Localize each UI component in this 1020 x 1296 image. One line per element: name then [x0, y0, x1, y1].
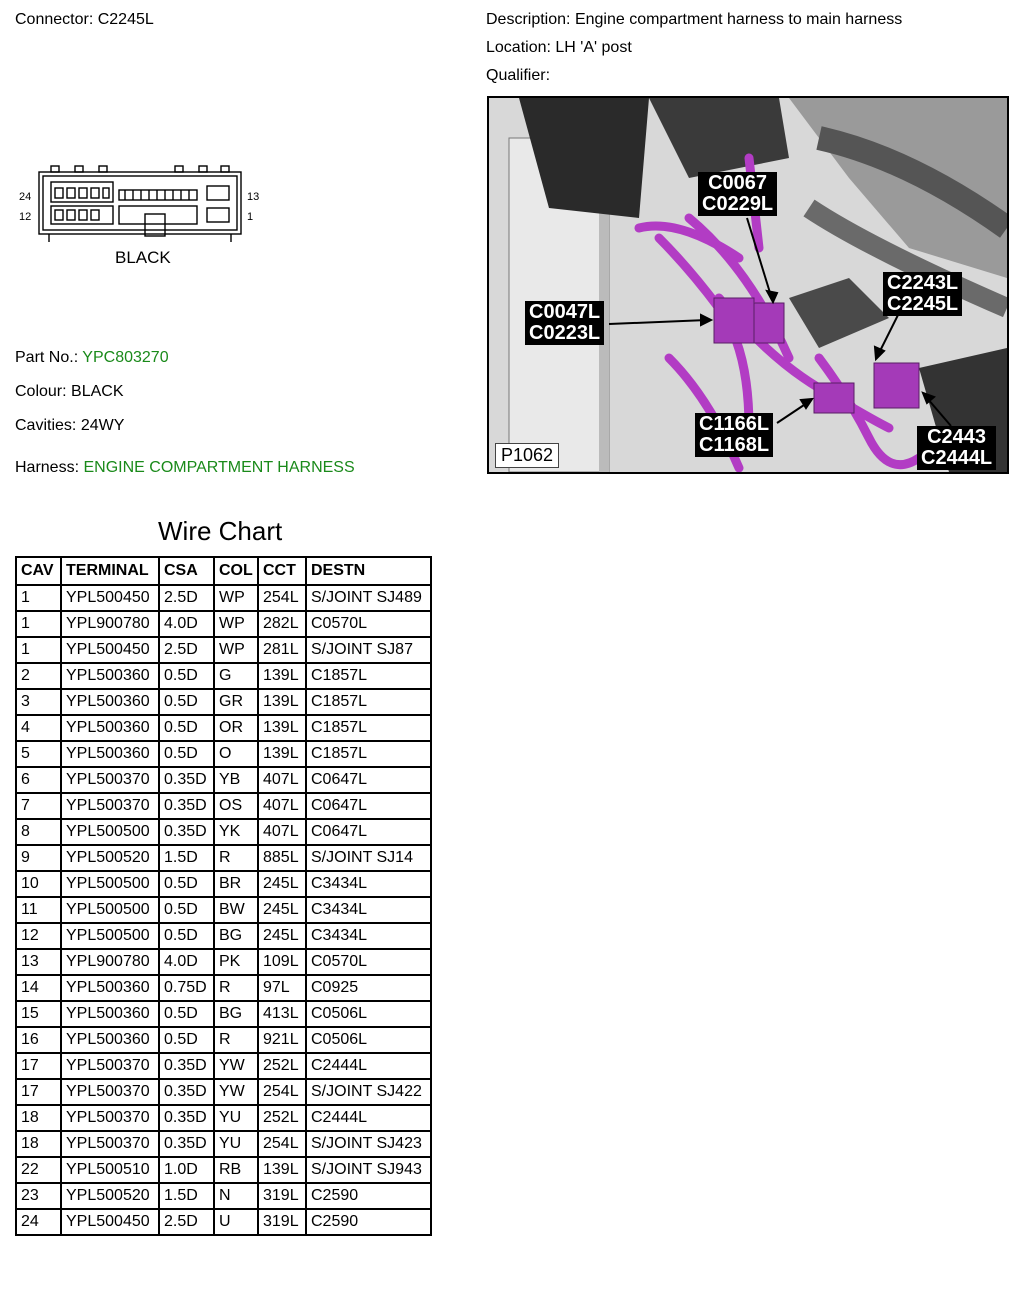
table-row: [16, 637, 431, 663]
table-row: [16, 949, 431, 975]
callout-c2443-line2: C2444L: [921, 447, 993, 469]
connector-label: Connector:: [15, 11, 94, 28]
cell-cav: 17: [16, 1053, 61, 1079]
cell-cav: 8: [16, 819, 61, 845]
cell-cav: 11: [16, 897, 61, 923]
callout-c0047l-line1: C0047L: [529, 301, 601, 323]
cell-cct: 245L: [258, 923, 306, 949]
cell-col: WP: [214, 637, 258, 663]
cell-col: GR: [214, 689, 258, 715]
cell-col: BR: [214, 871, 258, 897]
cell-col: R: [214, 1027, 258, 1053]
callout-c0067-line2: C0229L: [702, 193, 774, 215]
cell-csa: 0.35D: [159, 1079, 214, 1105]
cell-cav: 1: [16, 585, 61, 611]
wire-chart-body: [16, 585, 431, 1235]
cell-csa: 4.0D: [159, 949, 214, 975]
cell-csa: 0.5D: [159, 1027, 214, 1053]
callout-c0047l: [525, 301, 604, 345]
cell-csa: 0.35D: [159, 1053, 214, 1079]
table-row: [16, 1131, 431, 1157]
cell-terminal: YPL900780: [61, 949, 159, 975]
cell-cct: 319L: [258, 1183, 306, 1209]
table-row: [16, 793, 431, 819]
cell-csa: 0.5D: [159, 741, 214, 767]
cell-cct: 319L: [258, 1209, 306, 1235]
pin-label-1: 1: [247, 211, 254, 223]
description-line: [486, 11, 902, 29]
cell-terminal: YPL500500: [61, 897, 159, 923]
cell-csa: 0.35D: [159, 767, 214, 793]
pin-label-24: 24: [19, 191, 32, 203]
cell-csa: 2.5D: [159, 637, 214, 663]
cell-csa: 0.5D: [159, 663, 214, 689]
cell-col: YB: [214, 767, 258, 793]
cell-destn: C1857L: [306, 663, 431, 689]
cell-csa: 0.75D: [159, 975, 214, 1001]
cavities-value: 24WY: [80, 417, 125, 434]
cell-csa: 0.5D: [159, 897, 214, 923]
description-label: Description:: [486, 11, 571, 28]
table-row: [16, 767, 431, 793]
cell-col: RB: [214, 1157, 258, 1183]
cell-cct: 407L: [258, 793, 306, 819]
cell-cct: 407L: [258, 819, 306, 845]
cell-cct: 139L: [258, 715, 306, 741]
cell-csa: 0.5D: [159, 1001, 214, 1027]
cell-cct: 254L: [258, 1131, 306, 1157]
cell-cct: 97L: [258, 975, 306, 1001]
location-label: Location:: [486, 39, 551, 56]
cell-cav: 18: [16, 1105, 61, 1131]
cell-terminal: YPL500450: [61, 1209, 159, 1235]
table-row: [16, 845, 431, 871]
cell-terminal: YPL500360: [61, 663, 159, 689]
cell-cav: 2: [16, 663, 61, 689]
table-row: [16, 871, 431, 897]
callout-c0067: [698, 172, 777, 216]
pin-label-13: 13: [247, 191, 260, 203]
harness-link[interactable]: ENGINE COMPARTMENT HARNESS: [83, 459, 355, 476]
cell-cav: 12: [16, 923, 61, 949]
cell-destn: C0925: [306, 975, 431, 1001]
cell-terminal: YPL500360: [61, 975, 159, 1001]
cell-cav: 6: [16, 767, 61, 793]
callout-c2243l-line2: C2245L: [887, 293, 959, 315]
cell-terminal: YPL500360: [61, 1001, 159, 1027]
cell-col: U: [214, 1209, 258, 1235]
cell-col: R: [214, 975, 258, 1001]
cell-destn: C2444L: [306, 1053, 431, 1079]
diagram-colour-label: BLACK: [115, 248, 171, 267]
cell-cct: 885L: [258, 845, 306, 871]
cell-cct: 139L: [258, 663, 306, 689]
cell-cct: 413L: [258, 1001, 306, 1027]
table-row: [16, 611, 431, 637]
part-label: Part No.:: [15, 349, 79, 366]
cell-cct: 139L: [258, 689, 306, 715]
col-header-destn: DESTN: [306, 557, 431, 585]
cell-cct: 245L: [258, 897, 306, 923]
cell-terminal: YPL900780: [61, 611, 159, 637]
cell-col: PK: [214, 949, 258, 975]
callout-c2243l-line1: C2243L: [887, 272, 959, 294]
callout-c2443-line1: C2443: [927, 426, 987, 448]
cell-cav: 5: [16, 741, 61, 767]
cell-destn: S/JOINT SJ14: [306, 845, 431, 871]
col-header-csa: CSA: [159, 557, 214, 585]
cell-col: O: [214, 741, 258, 767]
cavities-label: Cavities:: [15, 417, 77, 434]
cell-terminal: YPL500450: [61, 637, 159, 663]
cell-cct: 245L: [258, 871, 306, 897]
table-row: [16, 897, 431, 923]
cell-cav: 1: [16, 611, 61, 637]
table-row: [16, 1027, 431, 1053]
cell-terminal: YPL500370: [61, 1131, 159, 1157]
cell-terminal: YPL500370: [61, 1053, 159, 1079]
table-row: [16, 1183, 431, 1209]
table-row: [16, 585, 431, 611]
cell-destn: C2590: [306, 1183, 431, 1209]
cell-terminal: YPL500370: [61, 1079, 159, 1105]
cell-destn: C0570L: [306, 949, 431, 975]
callout-c2243l: [883, 272, 962, 316]
cell-cav: 22: [16, 1157, 61, 1183]
callout-c1166l-line1: C1166L: [699, 413, 770, 435]
cell-col: OS: [214, 793, 258, 819]
callout-c0067-line1: C0067: [708, 172, 768, 194]
table-row: [16, 1105, 431, 1131]
cell-cav: 7: [16, 793, 61, 819]
cell-col: WP: [214, 585, 258, 611]
cell-cct: 281L: [258, 637, 306, 663]
cell-cct: 407L: [258, 767, 306, 793]
callout-c1166l-line2: C1168L: [699, 434, 770, 456]
cell-col: WP: [214, 611, 258, 637]
cell-csa: 0.35D: [159, 1105, 214, 1131]
cell-terminal: YPL500370: [61, 1105, 159, 1131]
cell-col: YU: [214, 1131, 258, 1157]
cell-csa: 2.5D: [159, 585, 214, 611]
cell-cav: 17: [16, 1079, 61, 1105]
cell-destn: C0647L: [306, 793, 431, 819]
callout-c1166l: [695, 413, 773, 457]
cell-col: YU: [214, 1105, 258, 1131]
table-row: [16, 1001, 431, 1027]
col-header-terminal: TERMINAL: [61, 557, 159, 585]
cell-csa: 2.5D: [159, 1209, 214, 1235]
table-row: [16, 663, 431, 689]
cell-csa: 0.5D: [159, 871, 214, 897]
cell-cav: 13: [16, 949, 61, 975]
table-row: [16, 715, 431, 741]
cell-terminal: YPL500510: [61, 1157, 159, 1183]
location-line: [486, 39, 632, 57]
cell-terminal: YPL500360: [61, 1027, 159, 1053]
harness-label: Harness:: [15, 459, 80, 476]
table-row: [16, 975, 431, 1001]
cell-destn: C0647L: [306, 819, 431, 845]
table-row: [16, 741, 431, 767]
cell-terminal: YPL500370: [61, 767, 159, 793]
colour-value: BLACK: [71, 383, 124, 400]
connector-face-diagram: [15, 160, 265, 270]
cell-destn: C2590: [306, 1209, 431, 1235]
cell-csa: 0.35D: [159, 793, 214, 819]
photo-reference: P1062: [495, 443, 559, 468]
cell-destn: S/JOINT SJ489: [306, 585, 431, 611]
cell-cct: 139L: [258, 1157, 306, 1183]
cell-cav: 1: [16, 637, 61, 663]
cell-destn: C0570L: [306, 611, 431, 637]
cell-cct: 254L: [258, 585, 306, 611]
cell-csa: 0.5D: [159, 715, 214, 741]
pin-label-12: 12: [19, 211, 32, 223]
cell-cav: 10: [16, 871, 61, 897]
cell-terminal: YPL500500: [61, 923, 159, 949]
cell-col: BG: [214, 1001, 258, 1027]
cell-cav: 3: [16, 689, 61, 715]
location-photo: [487, 96, 1009, 474]
cell-col: N: [214, 1183, 258, 1209]
cell-cav: 9: [16, 845, 61, 871]
cell-cav: 14: [16, 975, 61, 1001]
harness-line: [15, 459, 355, 477]
cell-destn: S/JOINT SJ87: [306, 637, 431, 663]
part-line: [15, 349, 169, 367]
col-header-cct: CCT: [258, 557, 306, 585]
cell-csa: 1.5D: [159, 845, 214, 871]
cell-csa: 0.35D: [159, 1131, 214, 1157]
cell-destn: C0506L: [306, 1001, 431, 1027]
table-row: [16, 689, 431, 715]
cell-col: BW: [214, 897, 258, 923]
cell-cct: 139L: [258, 741, 306, 767]
col-header-col: COL: [214, 557, 258, 585]
cell-col: R: [214, 845, 258, 871]
cell-cct: 282L: [258, 611, 306, 637]
wire-chart-header-row: [16, 557, 431, 585]
part-number[interactable]: YPC803270: [82, 349, 169, 366]
col-header-cav: CAV: [16, 557, 61, 585]
cell-col: YW: [214, 1079, 258, 1105]
cell-destn: C0647L: [306, 767, 431, 793]
cell-cct: 252L: [258, 1105, 306, 1131]
callout-c0047l-line2: C0223L: [529, 322, 601, 344]
cell-terminal: YPL500500: [61, 819, 159, 845]
description-value: Engine compartment harness to main harness: [574, 11, 903, 28]
cell-destn: S/JOINT SJ423: [306, 1131, 431, 1157]
cell-destn: C1857L: [306, 741, 431, 767]
table-row: [16, 1209, 431, 1235]
cavities-line: [15, 417, 124, 435]
cell-destn: C1857L: [306, 689, 431, 715]
qualifier-line: [486, 67, 550, 85]
cell-destn: C2444L: [306, 1105, 431, 1131]
cell-csa: 1.0D: [159, 1157, 214, 1183]
cell-terminal: YPL500360: [61, 689, 159, 715]
cell-csa: 4.0D: [159, 611, 214, 637]
cell-terminal: YPL500360: [61, 741, 159, 767]
cell-cav: 23: [16, 1183, 61, 1209]
cell-col: YK: [214, 819, 258, 845]
cell-col: G: [214, 663, 258, 689]
table-row: [16, 819, 431, 845]
wire-chart-table: [15, 556, 432, 1236]
cell-destn: C0506L: [306, 1027, 431, 1053]
cell-destn: C1857L: [306, 715, 431, 741]
cell-col: YW: [214, 1053, 258, 1079]
cell-destn: C3434L: [306, 897, 431, 923]
colour-line: [15, 383, 124, 401]
cell-destn: C3434L: [306, 871, 431, 897]
table-row: [16, 1157, 431, 1183]
cell-col: OR: [214, 715, 258, 741]
cell-csa: 0.5D: [159, 689, 214, 715]
cell-terminal: YPL500450: [61, 585, 159, 611]
cell-terminal: YPL500520: [61, 1183, 159, 1209]
cell-cct: 921L: [258, 1027, 306, 1053]
cell-destn: C3434L: [306, 923, 431, 949]
cell-cav: 24: [16, 1209, 61, 1235]
cell-destn: S/JOINT SJ943: [306, 1157, 431, 1183]
table-row: [16, 1079, 431, 1105]
cell-cct: 254L: [258, 1079, 306, 1105]
qualifier-label: Qualifier:: [486, 67, 551, 84]
connector-line: [15, 11, 154, 29]
cell-cav: 18: [16, 1131, 61, 1157]
cell-csa: 0.5D: [159, 923, 214, 949]
table-row: [16, 923, 431, 949]
location-value: LH 'A' post: [555, 39, 632, 56]
cell-cav: 4: [16, 715, 61, 741]
cell-cct: 252L: [258, 1053, 306, 1079]
cell-csa: 0.35D: [159, 819, 214, 845]
cell-terminal: YPL500370: [61, 793, 159, 819]
callout-c2443: [917, 426, 996, 470]
cell-col: BG: [214, 923, 258, 949]
colour-label: Colour:: [15, 383, 67, 400]
cell-csa: 1.5D: [159, 1183, 214, 1209]
cell-destn: S/JOINT SJ422: [306, 1079, 431, 1105]
cell-terminal: YPL500500: [61, 871, 159, 897]
cell-terminal: YPL500360: [61, 715, 159, 741]
table-row: [16, 1053, 431, 1079]
cell-cav: 16: [16, 1027, 61, 1053]
cell-terminal: YPL500520: [61, 845, 159, 871]
wire-chart-title: Wire Chart: [158, 516, 283, 546]
cell-cct: 109L: [258, 949, 306, 975]
connector-value: C2245L: [97, 11, 154, 28]
cell-cav: 15: [16, 1001, 61, 1027]
